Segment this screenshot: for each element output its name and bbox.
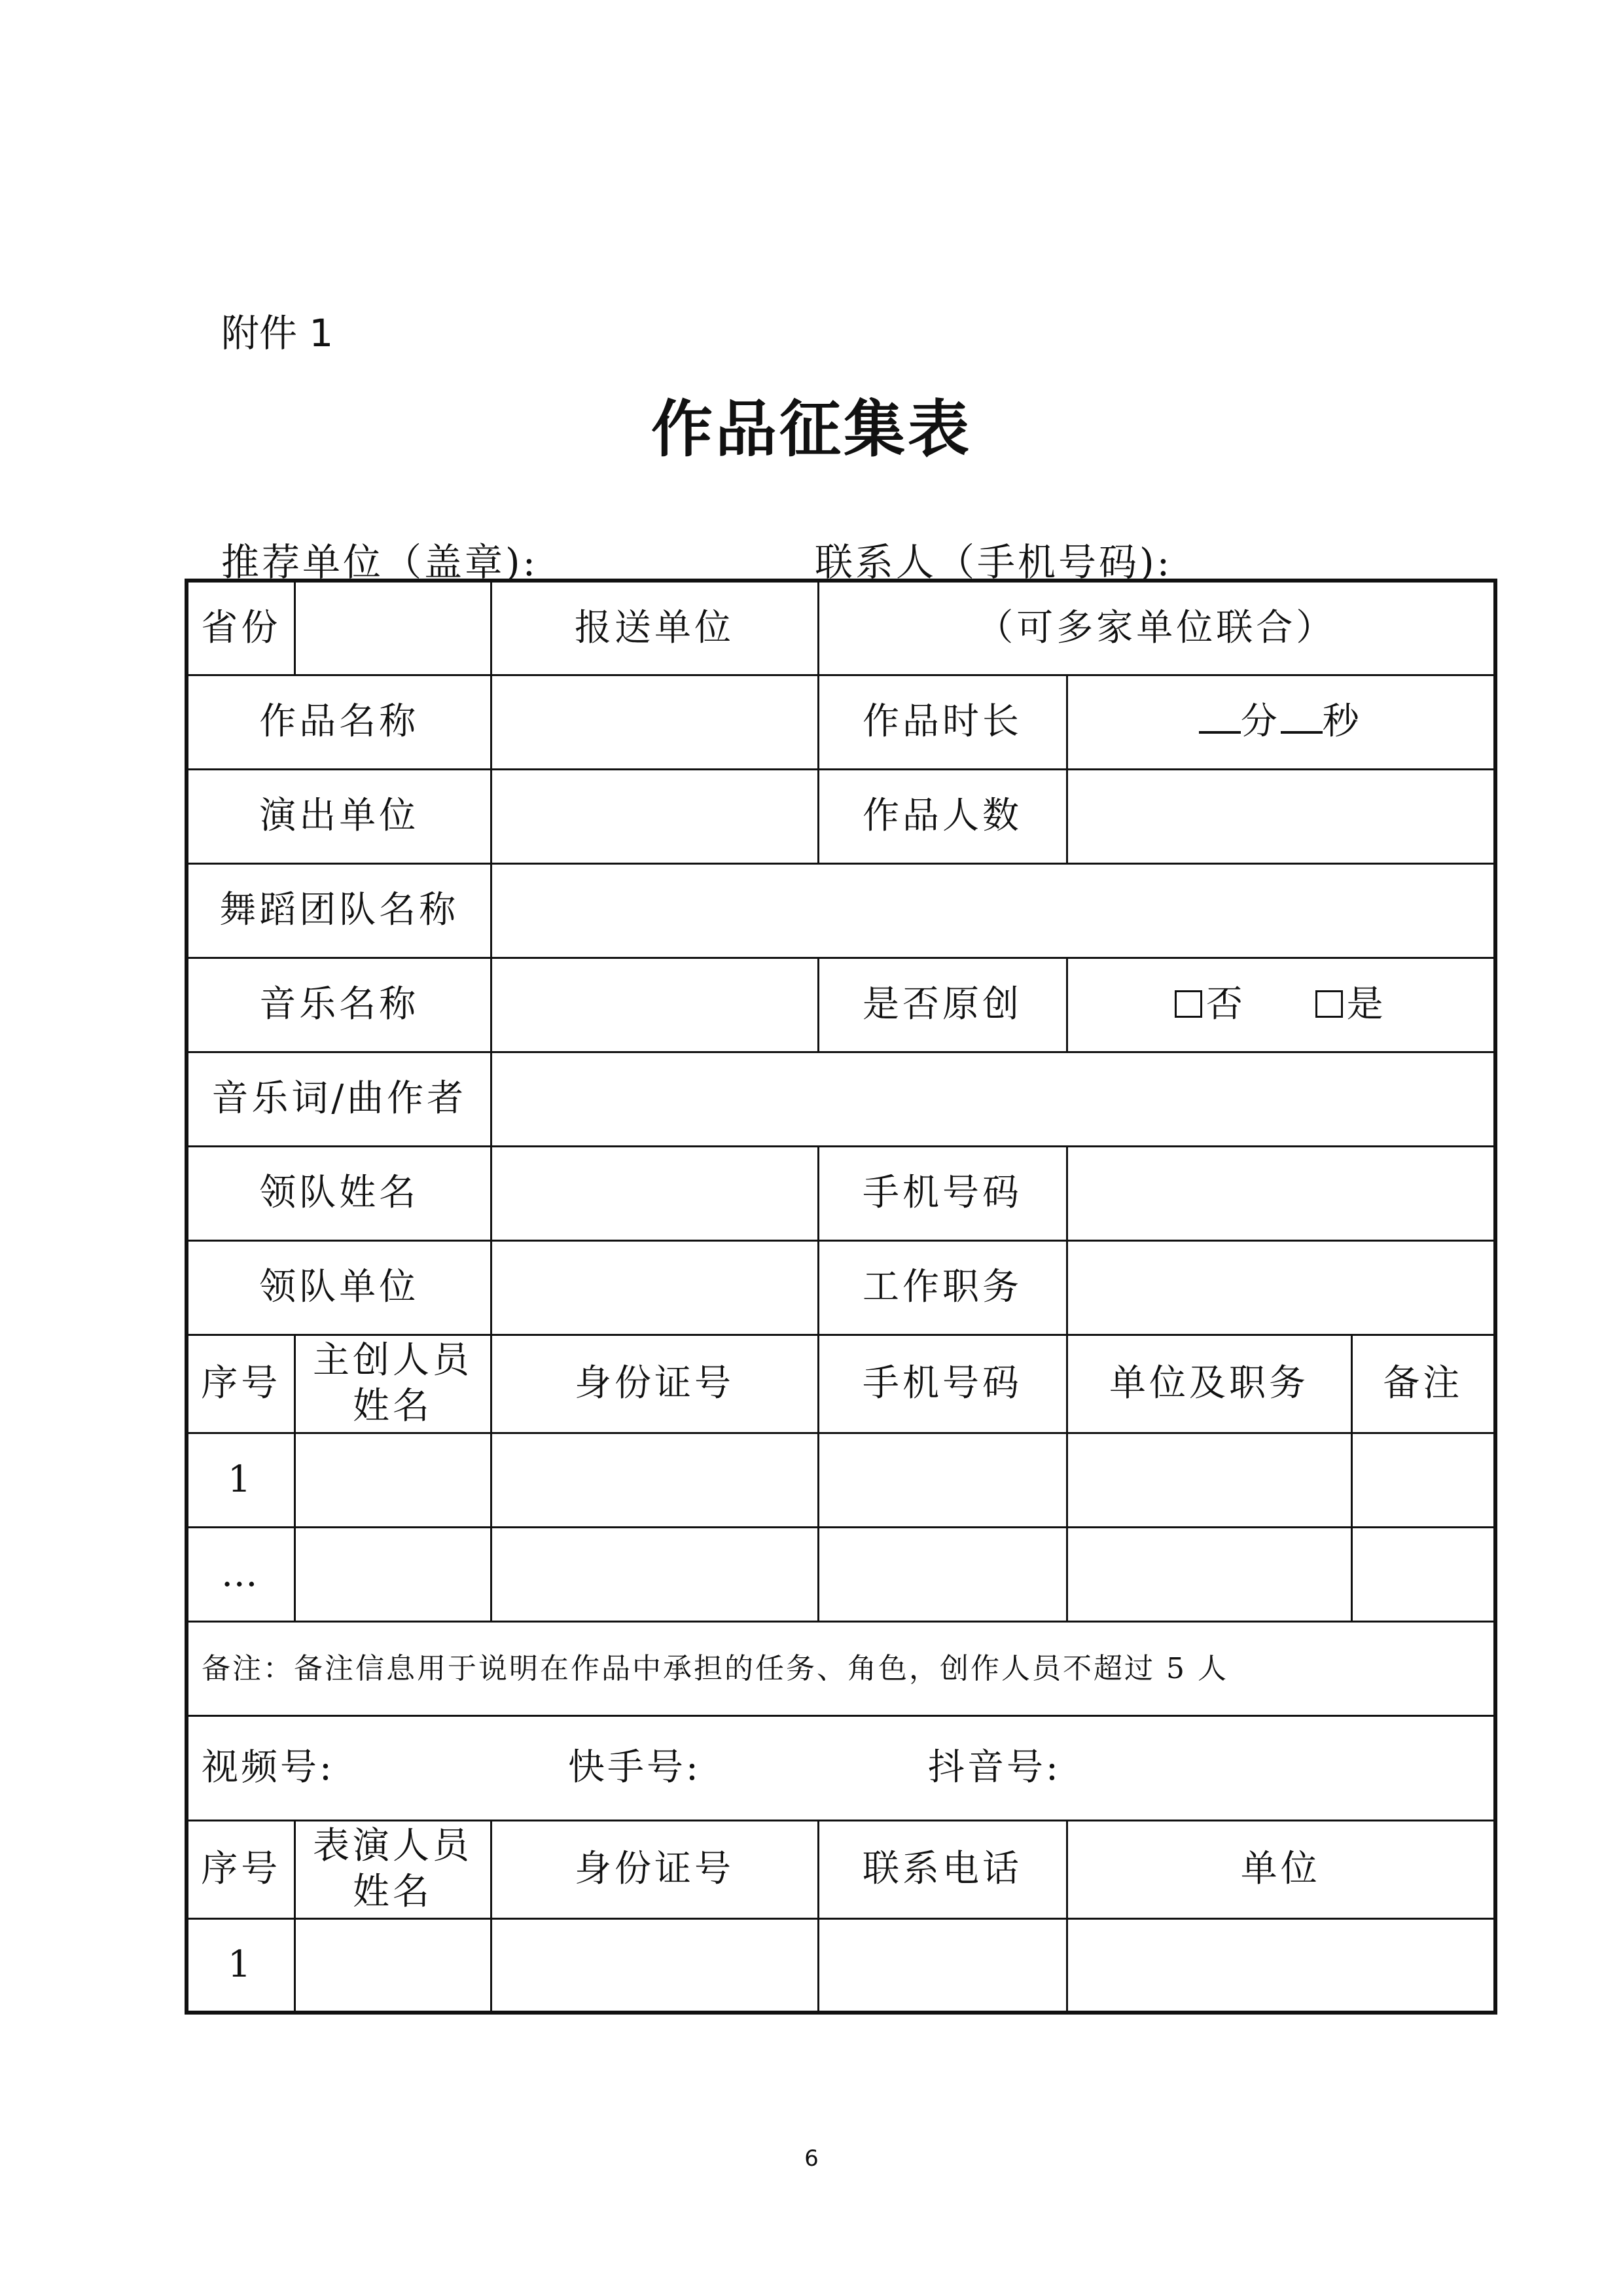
work-people-label: 作品人数 (818, 769, 1067, 863)
minutes-unit: 分 (1240, 700, 1281, 743)
creator-row2-remark[interactable] (1351, 1527, 1495, 1621)
dance-team-label: 舞蹈团队名称 (187, 863, 491, 958)
creator-row1-unit[interactable] (1067, 1433, 1351, 1527)
page-number: 6 (804, 2145, 819, 2172)
creator-header-name-line2: 姓名 (353, 1385, 433, 1427)
creator-header-remark: 备注 (1351, 1335, 1495, 1433)
is-original-options (1067, 958, 1495, 1052)
table-row (187, 1918, 1495, 2013)
leader-name-label: 领队姓名 (187, 1146, 491, 1240)
creator-header-name (294, 1335, 491, 1433)
minutes-blank[interactable] (1199, 702, 1241, 734)
performer-row1-phone[interactable] (818, 1918, 1067, 2013)
work-duration-label: 作品时长 (818, 675, 1067, 769)
creator-row1-no: 1 (187, 1433, 294, 1527)
kuaishou-label: 快手号: (568, 1746, 701, 1789)
job-title-label: 工作职务 (818, 1240, 1067, 1335)
page-title: 作品征集表 (651, 394, 972, 465)
performer-header-id: 身份证号 (491, 1820, 818, 1918)
table-row (187, 1527, 1495, 1621)
creator-header-phone: 手机号码 (818, 1335, 1067, 1433)
seconds-unit: 秒 (1322, 700, 1363, 743)
work-people-input[interactable] (1067, 769, 1495, 863)
creator-row2-no: … (187, 1527, 294, 1621)
job-title-input[interactable] (1067, 1240, 1495, 1335)
work-name-label: 作品名称 (187, 675, 491, 769)
performer-header-name-line1: 表演人员 (313, 1825, 473, 1867)
music-name-label: 音乐名称 (187, 958, 491, 1052)
seconds-blank[interactable] (1281, 702, 1323, 734)
performer-row1-unit[interactable] (1067, 1918, 1495, 2013)
creator-row2-phone[interactable] (818, 1527, 1067, 1621)
checkbox-yes[interactable] (1315, 990, 1343, 1018)
performer-header-name (294, 1820, 491, 1918)
creator-header-id: 身份证号 (491, 1335, 818, 1433)
music-author-input[interactable] (491, 1052, 1495, 1146)
performer-row1-name[interactable] (294, 1918, 491, 2013)
creator-row1-name[interactable] (294, 1433, 491, 1527)
leader-unit-input[interactable] (491, 1240, 818, 1335)
option-no-label: 否 (1205, 983, 1246, 1026)
creator-row2-id[interactable] (491, 1527, 818, 1621)
performer-row1-no: 1 (187, 1918, 294, 2013)
recommend-unit-label: 推荐单位（盖章): (221, 540, 539, 584)
leader-name-input[interactable] (491, 1146, 818, 1240)
option-yes-label: 是 (1346, 983, 1387, 1026)
creator-row2-unit[interactable] (1067, 1527, 1351, 1621)
music-name-input[interactable] (491, 958, 818, 1052)
creator-row1-id[interactable] (491, 1433, 818, 1527)
leader-phone-input[interactable] (1067, 1146, 1495, 1240)
creator-header-name-line1: 主创人员 (313, 1339, 473, 1382)
province-input[interactable] (294, 581, 491, 675)
performer-header-unit: 单位 (1067, 1820, 1495, 1918)
submission-form-table (185, 579, 1497, 2015)
shipin-label: 视频号: (202, 1746, 334, 1789)
perform-unit-label: 演出单位 (187, 769, 491, 863)
contact-label: 联系人（手机号码): (815, 540, 1173, 584)
is-original-label: 是否原创 (818, 958, 1067, 1052)
performer-header-name-line2: 姓名 (353, 1871, 433, 1913)
province-label: 省份 (187, 581, 294, 675)
submit-unit-input[interactable] (818, 581, 1495, 675)
leader-unit-label: 领队单位 (187, 1240, 491, 1335)
submit-unit-label: 报送单位 (491, 581, 818, 675)
note-text: 备注：备注信息用于说明在作品中承担的任务、角色，创作人员不超过 5 人 (187, 1621, 1495, 1715)
submit-unit-hint: （可多家单位联合） (976, 606, 1336, 649)
creator-row1-phone[interactable] (818, 1433, 1067, 1527)
leader-phone-label: 手机号码 (818, 1146, 1067, 1240)
music-author-label: 音乐词/曲作者 (187, 1052, 491, 1146)
performer-row1-id[interactable] (491, 1918, 818, 2013)
douyin-label: 抖音号: (928, 1746, 1061, 1789)
creator-header-no: 序号 (187, 1335, 294, 1433)
checkbox-no[interactable] (1175, 990, 1202, 1018)
table-row (187, 1433, 1495, 1527)
dance-team-input[interactable] (491, 863, 1495, 958)
work-duration-input[interactable] (1067, 675, 1495, 769)
performer-header-no: 序号 (187, 1820, 294, 1918)
work-name-input[interactable] (491, 675, 818, 769)
attachment-label: 附件 1 (221, 311, 334, 355)
performer-header-phone: 联系电话 (818, 1820, 1067, 1918)
platform-accounts (187, 1715, 1495, 1820)
creator-header-unit-title: 单位及职务 (1067, 1335, 1351, 1433)
perform-unit-input[interactable] (491, 769, 818, 863)
creator-row2-name[interactable] (294, 1527, 491, 1621)
creator-row1-remark[interactable] (1351, 1433, 1495, 1527)
